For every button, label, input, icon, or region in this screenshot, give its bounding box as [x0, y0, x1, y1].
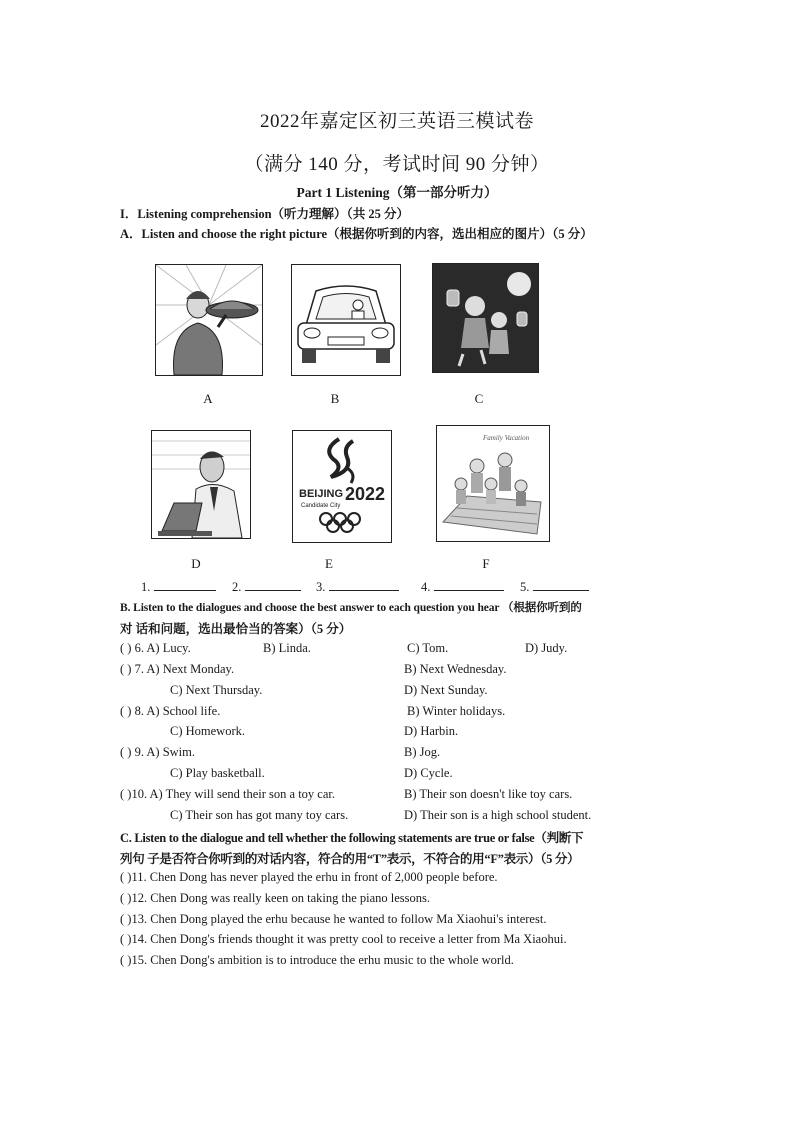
- logo-year-text: 2022: [345, 484, 386, 504]
- q9-option-d[interactable]: D) Cycle.: [404, 766, 453, 780]
- q10-option-b[interactable]: B) Their son doesn't like toy cars.: [404, 787, 573, 801]
- section-b-heading-line2: 对 话和问题，选出最恰当的答案）（5 分）: [120, 622, 352, 636]
- statement-15[interactable]: ( )15. Chen Dong's ambition is to introduce the erhu music to the whole world.: [120, 953, 514, 967]
- q7-option-a[interactable]: ( ) 7. A) Next Monday.: [120, 662, 235, 676]
- car-driver-icon: [292, 265, 400, 375]
- section-a-heading: A．Listen and choose the right picture（根据你听到的内容，选出相应的图片）（5 分）: [120, 227, 593, 241]
- logo-candidate-text: Candidate City: [301, 503, 341, 509]
- section-b-heading-line1: B. Listen to the dialogues and choose the best answer to each question you hear （根据你听到的: [120, 602, 582, 614]
- man-laptop-icon: [152, 431, 250, 538]
- picture-c: [432, 263, 539, 373]
- picture-e-label: E: [325, 556, 333, 571]
- section-c-heading-line2: 列句 子是否符合你听到的对话内容，符合的用“T”表示，不符合的用“F”表示）（5 分）: [120, 852, 580, 866]
- q7-option-c[interactable]: C) Next Thursday.: [170, 683, 263, 697]
- exam-subtitle: （满分 140 分，考试时间 90 分钟）: [244, 154, 550, 175]
- picture-b-label: B: [330, 391, 340, 406]
- woman-with-pie-icon: [156, 265, 262, 375]
- picture-c-label: C: [474, 391, 484, 406]
- q8-option-c[interactable]: C) Homework.: [170, 724, 245, 738]
- beijing-2022-logo-icon: [293, 431, 391, 542]
- family-vacation-text: Family Vacation: [483, 434, 530, 442]
- picture-f: [436, 425, 550, 542]
- q8-option-a[interactable]: ( ) 8. A) School life.: [120, 704, 221, 718]
- q9-option-a[interactable]: ( ) 9. A) Swim.: [120, 745, 195, 759]
- q7-option-d[interactable]: D) Next Sunday.: [404, 683, 488, 697]
- picture-d: [151, 430, 251, 539]
- picture-b: [291, 264, 401, 376]
- statement-13[interactable]: ( )13. Chen Dong played the erhu because he wanted to follow Ma Xiaohui's interest.: [120, 912, 547, 926]
- statement-12[interactable]: ( )12. Chen Dong was really keen on taking the piano lessons.: [120, 891, 431, 905]
- statement-14[interactable]: ( )14. Chen Dong's friends thought it was pretty cool to receive a letter from Ma Xiaohui.: [120, 932, 567, 946]
- q7-option-b[interactable]: B) Next Wednesday.: [404, 662, 507, 676]
- q10-option-d[interactable]: D) Their son is a high school student.: [404, 808, 592, 822]
- answer-blank-4[interactable]: 4.: [421, 578, 504, 595]
- answer-blank-3[interactable]: 3.: [316, 578, 399, 595]
- family-picnic-icon: [437, 426, 549, 541]
- q6-option-a[interactable]: ( ) 6. A) Lucy.: [120, 641, 191, 655]
- picture-d-label: D: [191, 556, 201, 571]
- picture-a-label: A: [203, 391, 213, 406]
- q6-option-d[interactable]: D) Judy.: [525, 641, 568, 655]
- section-1-heading: I．Listening comprehension（听力理解）（共 25 分）: [120, 207, 410, 221]
- section-c-heading-line1: C. Listen to the dialogue and tell whether the following statements are true or false（判断下: [120, 831, 584, 845]
- children-lanterns-icon: [433, 264, 538, 372]
- logo-beijing-text: BEIJING: [299, 488, 344, 500]
- q8-option-b[interactable]: B) Winter holidays.: [407, 704, 506, 718]
- q6-option-c[interactable]: C) Tom.: [407, 641, 449, 655]
- q10-option-c[interactable]: C) Their son has got many toy cars.: [170, 808, 349, 822]
- answer-blank-1[interactable]: 1.: [141, 578, 216, 595]
- q8-option-d[interactable]: D) Harbin.: [404, 724, 459, 738]
- answer-blank-2[interactable]: 2.: [232, 578, 301, 595]
- q9-option-b[interactable]: B) Jog.: [404, 745, 441, 759]
- answer-blank-5[interactable]: 5.: [520, 578, 589, 595]
- q6-option-b[interactable]: B) Linda.: [263, 641, 311, 655]
- picture-e: [292, 430, 392, 543]
- picture-a: [155, 264, 263, 376]
- statement-11[interactable]: ( )11. Chen Dong has never played the erhu in front of 2,000 people before.: [120, 870, 498, 884]
- picture-f-label: F: [482, 556, 490, 571]
- exam-title: 2022年嘉定区初三英语三模试卷: [259, 111, 534, 132]
- part-title: Part 1 Listening（第一部分听力）: [296, 185, 498, 200]
- q9-option-c[interactable]: C) Play basketball.: [170, 766, 265, 780]
- q10-option-a[interactable]: ( )10. A) They will send their son a toy car.: [120, 787, 336, 801]
